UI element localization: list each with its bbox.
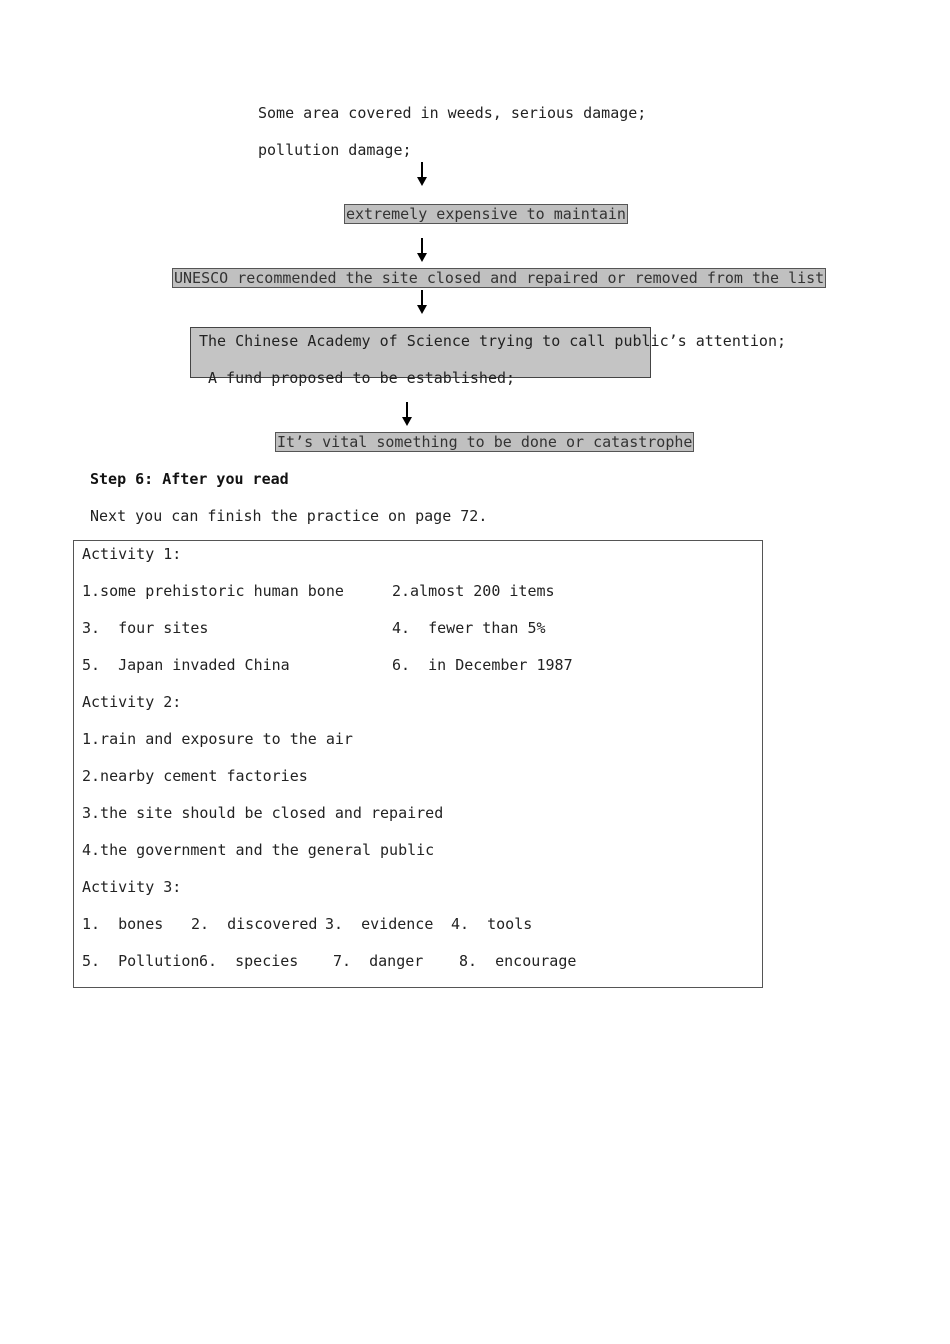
down-arrow-icon [416, 290, 428, 314]
flow-box-unesco: UNESCO recommended the site closed and repaired or removed from the list [174, 269, 825, 287]
activity-1-answer: 5. Japan invaded China [82, 656, 290, 674]
activity-2-answer: 3.the site should be closed and repaired [82, 804, 444, 822]
activity-3-answer: 1. bones [82, 915, 164, 933]
activity-2-answer: 4.the government and the general public [82, 841, 435, 859]
section-heading: Step 6: After you read [90, 470, 289, 488]
instruction-text: Next you can finish the practice on page 72. [90, 507, 488, 525]
activity-3-answer: 7. danger [333, 952, 424, 970]
activity-2-title: Activity 2: [82, 693, 182, 711]
flow-box-expensive: extremely expensive to maintain [346, 205, 626, 223]
activity-1-answer: 1.some prehistoric human bone [82, 582, 344, 600]
activity-3-answer: 5. Pollution [82, 952, 200, 970]
activity-3-answer: 4. tools [451, 915, 533, 933]
activity-1-answer: 3. four sites [82, 619, 209, 637]
activity-3-answer: 3. evidence [325, 915, 434, 933]
down-arrow-icon [416, 162, 428, 186]
flow-text-academy: The Chinese Academy of Science trying to call public’s attention; [199, 332, 786, 350]
flow-text-pollution: pollution damage; [258, 141, 412, 159]
activity-1-title: Activity 1: [82, 545, 182, 563]
activity-3-title: Activity 3: [82, 878, 182, 896]
down-arrow-icon [416, 238, 428, 262]
activity-2-answer: 2.nearby cement factories [82, 767, 308, 785]
flow-text-weeds: Some area covered in weeds, serious damage; [258, 104, 647, 122]
activity-1-answer: 2.almost 200 items [392, 582, 555, 600]
activity-2-answer: 1.rain and exposure to the air [82, 730, 353, 748]
activity-1-answer: 4. fewer than 5% [392, 619, 546, 637]
flow-text-fund: A fund proposed to be established; [208, 369, 516, 387]
activity-3-answer: 6. species [199, 952, 299, 970]
activity-3-answer: 2. discovered [191, 915, 318, 933]
down-arrow-icon [401, 402, 413, 426]
flow-box-vital: It’s vital something to be done or catastrophe [277, 433, 693, 451]
activity-3-answer: 8. encourage [459, 952, 577, 970]
activity-1-answer: 6. in December 1987 [392, 656, 573, 674]
